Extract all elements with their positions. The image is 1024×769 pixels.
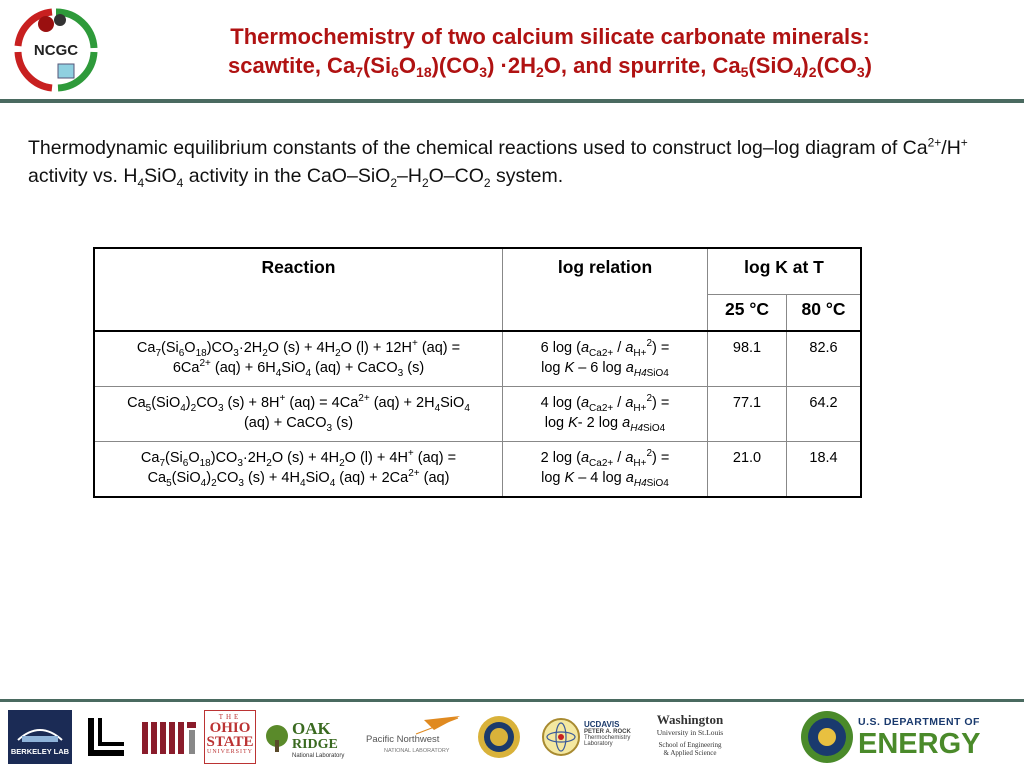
header-logk: log K at T (708, 248, 862, 295)
cell-logk-80c: 18.4 (787, 442, 862, 498)
oak-ridge-logo (264, 710, 354, 764)
header-reaction: Reaction (94, 248, 503, 331)
cell-logk-80c: 82.6 (787, 331, 862, 387)
stripes-logo (84, 710, 128, 764)
svg-text:Pacific Northwest: Pacific Northwest (366, 734, 440, 745)
footer-divider (0, 699, 1024, 702)
cell-log-relation: 6 $\log (a_{Ca2+} / a_{H+}^2)$ = log K – 6 $\log a_{H4SiO4}$ (503, 331, 708, 387)
cell-logk-25c: 98.1 (708, 331, 787, 387)
page-title (110, 22, 990, 80)
atom-seal-logo (540, 710, 582, 764)
ucdavis-rock-lab-logo: UCDAVIS PETER A. ROCK Thermochemistry Laboratory (584, 720, 631, 747)
cell-log-relation: 2 $\log (a_{Ca2+} / a_{H+}^2)$ = log K – 4 $\log a_{H4SiO4}$ (503, 442, 708, 498)
cell-logk-80c: 64.2 (787, 387, 862, 442)
cell-reaction: $Ca_7(Si_6O_{18})CO_3\cdot 2H_2O$ $(s) + 4H_2O$ (l) + 4H+ (aq) = $Ca_5(SiO_4)_2CO_3$ $(s) + 4H_4SiO_4$ $(aq) + 2Ca^{2+}$ (aq) (94, 442, 503, 498)
intro-paragraph: Thermodynamic equilibrium constants of the chemical reactions used to construct log–log diagram of $Ca^{2+}/H^+$ activity vs. $H_4SiO_4$ activity in the CaO–$SiO_2-H_2O-CO_2$ system. (28, 135, 968, 190)
berkeley-seal-logo (476, 710, 522, 764)
svg-text:OAK: OAK (292, 719, 331, 738)
header-log-relation: log relation (503, 248, 708, 331)
cell-logk-25c: 77.1 (708, 387, 787, 442)
washu-logo: Washington University in St.Louis School of Engineering & Applied Science (656, 712, 724, 757)
svg-text:NATIONAL LABORATORY: NATIONAL LABORATORY (384, 748, 450, 754)
cell-reaction: $Ca_7(Si_6O_{18})CO_3\cdot 2H_2O$ $(s) + 4H_2O$ (l) + 12H+ (aq) = $6Ca^{2+}$ $(aq) + 6H_4SiO_4$ (aq) + CaCO$_3$ (s) (94, 331, 503, 387)
ohio-state-logo: THE OHIO STATE UNIVERSITY (204, 710, 256, 764)
logo-text: NCGC (33, 42, 79, 59)
equilibrium-constants-table (93, 247, 862, 498)
berkeley-lab-logo (8, 710, 72, 764)
table-row (94, 331, 861, 387)
svg-text:RIDGE: RIDGE (292, 737, 338, 752)
svg-text:BERKELEY LAB: BERKELEY LAB (10, 747, 70, 756)
ncgc-logo (12, 6, 100, 92)
doe-energy-logo: U.S. DEPARTMENT OF ENERGY (858, 716, 981, 760)
mit-logo (140, 710, 198, 764)
title-line-1: Thermochemistry of two calcium silicate carbonate minerals: (230, 24, 870, 49)
cell-reaction: $Ca_5(SiO_4)_2CO_3$ (s) + 8H+ $(aq) = 4Ca^{2+}$ $(aq) + 2H_4SiO_4$ (aq) + CaCO$_3$ (s) (94, 387, 503, 442)
header-80c: 80 °C (787, 295, 862, 332)
doe-seal-logo (800, 710, 854, 764)
table-row (94, 442, 861, 498)
table-row (94, 387, 861, 442)
header-25c: 25 °C (708, 295, 787, 332)
cell-log-relation: 4 $\log (a_{Ca2+} / a_{H+}^2)$ = log K- 2 $\log a_{H4SiO4}$ (503, 387, 708, 442)
svg-text:National Laboratory: National Laboratory (292, 753, 345, 759)
header-divider (0, 99, 1024, 103)
title-line-2: scawtite, $Ca_7(Si_6O_{18})(CO_3) \cdot 2H_2O$, and spurrite, $Ca_5(SiO_4)_2(CO_3)$ (228, 53, 872, 80)
cell-logk-25c: 21.0 (708, 442, 787, 498)
pnnl-logo (364, 710, 464, 764)
